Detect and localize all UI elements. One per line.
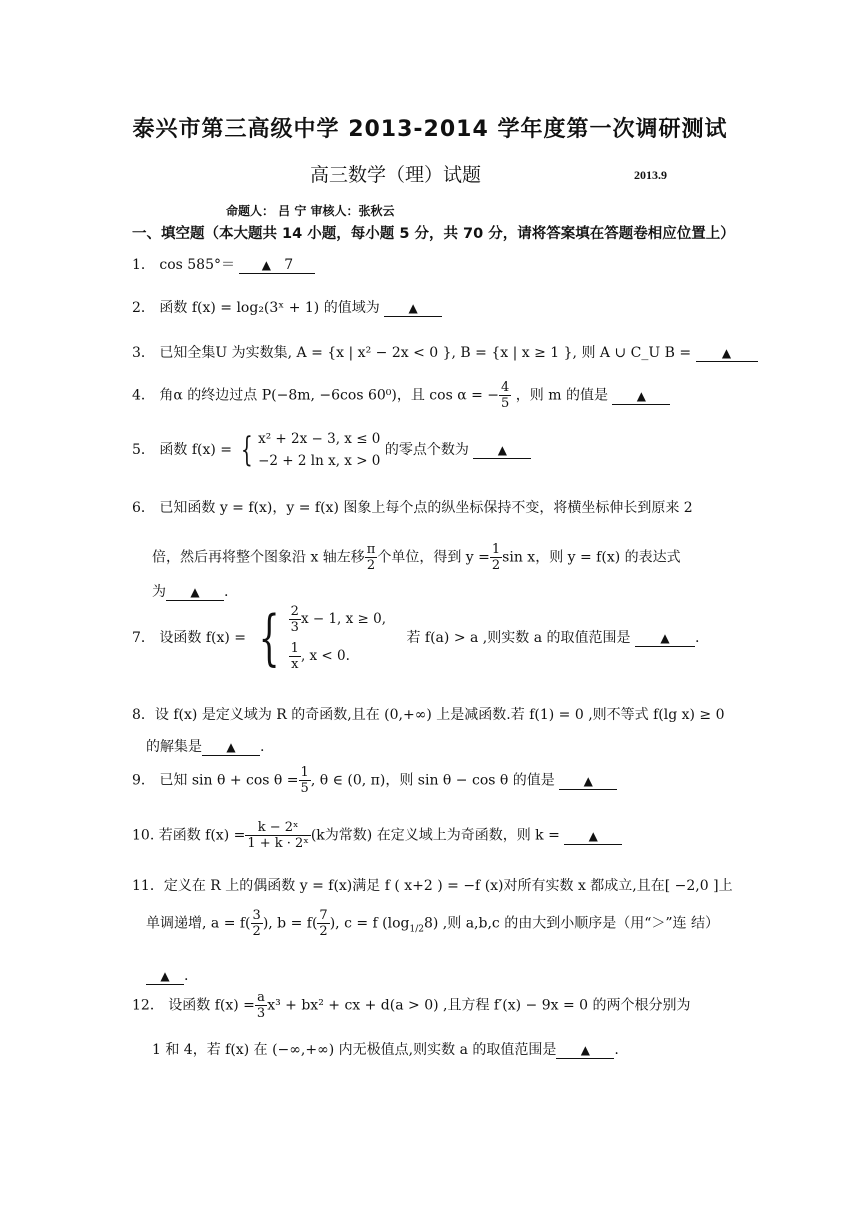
question-number: 3． [132, 345, 155, 361]
question-text: ), b = f( [262, 915, 318, 932]
question-12-line-1 [132, 990, 691, 1021]
answer-marker: ▲ [408, 301, 418, 315]
piecewise-cases [258, 428, 380, 472]
question-text: 单调递增, a = f( [146, 915, 251, 932]
question-text: 角α 的终边过点 P(−8m, −6cos 60⁰)，且 cos α = − [159, 387, 500, 404]
denominator: 2 [319, 924, 328, 939]
case-1: x² + 2x − 3, x ≤ 0 [258, 431, 381, 447]
answer-marker: ▲ [583, 773, 593, 788]
denominator: 2 [252, 924, 261, 939]
question-text: 设 f(x) 是定义域为 R 的奇函数,且在 (0,+∞) 上是减函数.若 f(1) = 0 ,则不等式 f(lg x) ≥ 0 [154, 707, 725, 723]
question-3 [132, 343, 758, 363]
question-text: ), c = f (log [329, 915, 410, 932]
numerator: 1 [491, 542, 501, 557]
question-8-line-1 [132, 705, 725, 725]
answer-blank [559, 773, 617, 790]
question-6-line-2 [152, 542, 681, 573]
left-brace: { [241, 430, 254, 470]
exam-setters: 命题人： 吕 宁 审核人：张秋云 [226, 204, 395, 218]
question-text: 定义在 R 上的偶函数 y = f(x)满足 f ( x+2 ) = −f (x)对所有实数 x 都成立,且在[ −2,0 ]上 [163, 878, 733, 894]
numerator: k − 2ˣ [245, 820, 310, 836]
answer-blank [556, 1042, 614, 1059]
question-text: 已知 sin θ + cos θ = [159, 772, 299, 789]
denominator: 3 [256, 1006, 266, 1021]
answer-marker: ▲ [721, 346, 732, 360]
fraction [317, 908, 329, 939]
denominator: 1 + k · 2ˣ [247, 836, 309, 851]
answer-marker: ▲ [190, 585, 200, 599]
case-2 [289, 641, 386, 672]
question-11-line-2 [146, 908, 719, 939]
denominator: 3 [290, 620, 299, 635]
fraction-one-half [490, 542, 502, 573]
question-number: 5． [132, 442, 155, 458]
question-number: 9． [132, 772, 155, 789]
fraction-pi-over-2 [365, 542, 378, 573]
question-text: 8) ,则 a,b,c 的由大到小顺序是（用“＞”连 结） [423, 915, 719, 932]
fraction [499, 380, 511, 411]
log-base: 1/2 [409, 924, 424, 935]
question-6-line-3: 为 ▲ . [152, 584, 229, 600]
denominator: 5 [501, 396, 510, 411]
question-number: 7． [132, 630, 155, 646]
piecewise-cases [289, 604, 386, 672]
numerator: 7 [319, 908, 328, 923]
question-text: x³ + bx² + cx + d(a > 0) ,且方程 f′(x) − 9x = 0 的两个根分别为 [267, 997, 691, 1014]
fraction [289, 641, 301, 672]
question-6-line-1 [132, 498, 693, 518]
question-text: 已知全集U 为实数集, A = {x | x² − 2x < 0 }, B = {x | x ≥ 1 }, 则 A ∪ C_U B = [159, 345, 692, 361]
question-1 [132, 255, 315, 275]
question-10 [132, 820, 622, 851]
question-number: 8． [132, 707, 155, 723]
question-text: 个单位，得到 y = [377, 549, 490, 566]
question-text: 设函数 f(x) = [168, 997, 255, 1014]
exam-date: 2013.9 [634, 168, 667, 182]
question-8-line-2: 的解集是 ▲ . [146, 739, 265, 755]
answer-blank [166, 584, 224, 601]
question-11-line-1 [132, 876, 733, 896]
answer-marker: ▲ [588, 828, 598, 843]
case-text: , x < 0. [300, 648, 350, 664]
numerator: π [366, 542, 376, 557]
question-number: 12． [132, 997, 164, 1014]
case-text: x − 1, x ≥ 0, [300, 611, 387, 627]
question-text: 若 f(a) > a ,则实数 a 的取值范围是 [406, 630, 631, 646]
numerator: 3 [252, 908, 261, 923]
denominator: 2 [366, 558, 376, 573]
numerator: a [255, 990, 267, 1006]
answer-blank [696, 345, 758, 362]
question-text: 的零点个数为 [384, 442, 469, 458]
answer-marker: ▲ [261, 258, 271, 272]
exam-subtitle: 高三数学（理）试题 [310, 164, 482, 186]
question-number: 2． [132, 300, 155, 316]
denominator: x [291, 657, 299, 672]
question-number: 11． [132, 878, 164, 894]
denominator: 5 [300, 781, 309, 796]
question-text: 1 和 4，若 f(x) 在 (−∞,+∞) 内无极值点,则实数 a 的取值范围是 [152, 1042, 557, 1058]
answer-blank [146, 968, 184, 985]
question-5 [132, 428, 531, 472]
question-text: 为 [152, 584, 166, 600]
fraction [245, 820, 310, 851]
answer-marker: ▲ [580, 1043, 590, 1057]
exam-title: 泰兴市第三高级中学 2013-2014 学年度第一次调研测试 [132, 117, 728, 142]
answer-marker: ▲ [660, 630, 670, 645]
denominator: 2 [491, 558, 501, 573]
question-text: 倍，然后再将整个图象沿 x 轴左移 [152, 549, 365, 566]
question-text: 若函数 f(x) = [158, 827, 246, 844]
answer-blank [384, 300, 442, 317]
question-4 [132, 380, 670, 411]
question-9 [132, 765, 617, 796]
answer-marker: ▲ [636, 388, 647, 403]
answer-marker: ▲ [497, 443, 507, 457]
answer-blank [202, 739, 260, 756]
question-text: 的解集是 [146, 739, 202, 755]
section-title: 一、填空题（本大题共 14 小题，每小题 5 分，共 70 分，请将答案填在答题卷相应位置上） [132, 226, 735, 242]
fraction [255, 990, 267, 1021]
question-number: 1． [132, 257, 155, 273]
answer-marker: ▲ [160, 969, 170, 983]
question-7: 7． 设函数 f(x) = { $\frac{2}{3}$ x − 1, x ≥ 0, $\frac{1}{x}$ , x < 0. 若 f(a) > a ,则实数 a 的取值范围是 ▲ . [132, 603, 700, 673]
question-12-line-2: 1 和 4，若 f(x) 在 (−∞,+∞) 内无极值点,则实数 a 的取值范围是 ▲ . [152, 1042, 619, 1058]
question-text: 函数 f(x) = [159, 442, 233, 458]
numerator: 2 [290, 604, 299, 619]
question-number: 4． [132, 387, 155, 404]
numerator: 4 [501, 380, 510, 395]
question-expression: cos 585°＝ [159, 257, 236, 273]
question-text: 函数 f(x) = log₂(3ˣ + 1) 的值域为 [159, 300, 380, 316]
answer-marker: ▲ [226, 740, 236, 754]
question-text: (k为常数) 在定义域上为奇函数，则 k = [310, 827, 560, 844]
numerator: 1 [290, 641, 299, 656]
answer-blank [564, 828, 622, 845]
question-text: ，则 m 的值是 [515, 387, 608, 404]
fraction [289, 604, 301, 635]
question-2 [132, 298, 442, 318]
fraction [251, 908, 263, 939]
question-text: 已知函数 y = f(x)，y = f(x) 图象上每个点的纵坐标保持不变，将横坐标伸长到原来 2 [159, 500, 693, 516]
numerator: 1 [300, 765, 309, 780]
fraction [299, 765, 311, 796]
question-text: sin x，则 y = f(x) 的表达式 [502, 549, 681, 566]
answer-blank [635, 630, 695, 647]
answer-blank [612, 388, 670, 405]
question-text: , θ ∈ (0, π)，则 sin θ − cos θ 的值是 [310, 772, 555, 789]
left-brace: { [259, 603, 281, 673]
answer-text: 7 [284, 257, 294, 273]
answer-blank [473, 442, 531, 459]
question-number: 6． [132, 500, 155, 516]
function-name: f(x) = [205, 630, 247, 646]
case-2: −2 + 2 ln x, x > 0 [258, 453, 381, 469]
question-number: 10. [132, 827, 155, 844]
answer-blank [239, 257, 315, 274]
case-1 [289, 604, 386, 635]
question-11-line-3: ▲ . [146, 966, 188, 986]
question-text: 设函数 [159, 630, 202, 646]
